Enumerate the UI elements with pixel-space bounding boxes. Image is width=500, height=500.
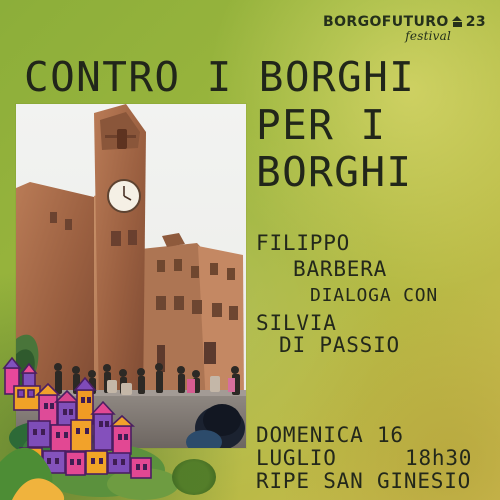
speaker-2-last-name: DI PASSIO (279, 333, 400, 357)
event-place: RIPE SAN GINESIO (256, 469, 472, 493)
headline-line-2: PER I (256, 101, 387, 149)
village-illustration (0, 350, 180, 500)
speaker-1-last-name: BARBERA (293, 257, 388, 281)
tree-decoration (172, 459, 216, 495)
event-time: 18h30 (405, 446, 473, 470)
festival-logo (323, 13, 486, 42)
speaker-connector: DIALOGA CON (310, 285, 439, 306)
speaker-1-first-name: FILIPPO (256, 231, 351, 255)
event-day: DOMENICA 16 (256, 423, 404, 447)
festival-logo-subtitle: festival (405, 29, 451, 43)
event-date: LUGLIO (256, 446, 337, 470)
house-icon (452, 16, 463, 27)
festival-logo-brand: BORGOFUTURO (323, 14, 449, 30)
speaker-2-first-name: SILVIA (256, 311, 337, 335)
headline-line-3: BORGHI (256, 148, 413, 196)
festival-logo-main (323, 15, 486, 29)
headline-line-1: CONTRO I BORGHI (24, 53, 416, 101)
festival-logo-year: 23 (465, 14, 486, 30)
event-date-time (256, 446, 473, 470)
